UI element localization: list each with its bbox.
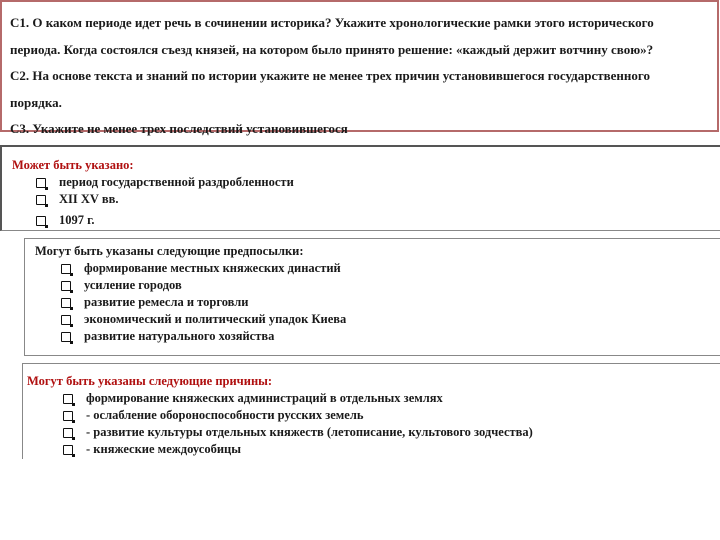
list-item (61, 277, 720, 294)
checkbox-bullet-icon (63, 411, 73, 421)
checkbox-bullet-icon (36, 195, 46, 205)
answer-c2-list (61, 260, 720, 345)
list-item-text: - развитие культуры отдельных княжеств (летописание, культового зодчества) (86, 425, 533, 439)
list-item-text: формирование местных княжеских династий (84, 261, 341, 275)
questions-box (0, 0, 719, 136)
checkbox-bullet-icon (63, 428, 73, 438)
list-item (63, 390, 720, 407)
list-item (61, 311, 720, 328)
list-item-text: 1097 г. (59, 213, 95, 227)
answer-c3-heading: Могут быть указаны следующие причины: (27, 374, 273, 388)
list-item (36, 191, 720, 208)
answer-c3-box (22, 363, 720, 459)
list-item-text: развитие натурального хозяйства (84, 329, 275, 343)
list-item (61, 328, 720, 345)
list-item-text: формирование княжеских администраций в отдельных землях (86, 391, 443, 405)
list-item-text: период государственной раздробленности (59, 175, 294, 189)
list-item (61, 294, 720, 311)
checkbox-bullet-icon (61, 332, 71, 342)
answer-c1-list (36, 174, 720, 229)
question-c3: С3. Укажите не менее трех последствий установившегося (10, 121, 348, 136)
checkbox-bullet-icon (61, 298, 71, 308)
answer-c2-heading: Могут быть указаны следующие предпосылки: (35, 244, 304, 258)
question-c1-line-2: периода. Когда состоялся съезд князей, на котором было принято решение: «каждый держит вотчину свою»? (10, 41, 654, 57)
list-item-text: экономический и политический упадок Киева (84, 312, 347, 326)
list-item (63, 441, 720, 458)
list-item-text: - ослабление обороноспособности русских земель (86, 408, 364, 422)
checkbox-bullet-icon (36, 178, 46, 188)
checkbox-bullet-icon (61, 281, 71, 291)
list-item-text: усиление городов (84, 278, 182, 292)
answer-c3-list (63, 390, 720, 458)
list-item (61, 260, 720, 277)
list-item (63, 407, 720, 424)
list-item (36, 212, 720, 229)
question-c2-line-1: С2. На основе текста и знаний по истории укажите не менее трех причин установившегося государственного (10, 68, 650, 83)
checkbox-bullet-icon (63, 445, 73, 455)
list-item (36, 174, 720, 191)
checkbox-bullet-icon (36, 216, 46, 226)
checkbox-bullet-icon (63, 394, 73, 404)
question-c1-line-1: С1. О каком периоде идет речь в сочинении историка? Укажите хронологические рамки этого исторического (10, 15, 654, 30)
answer-c1-box (0, 145, 720, 231)
list-item-text: - княжеские междоусобицы (86, 442, 241, 456)
checkbox-bullet-icon (61, 264, 71, 274)
question-c2-line-2: порядка. (10, 94, 62, 110)
answer-c2-box (24, 238, 720, 356)
list-item-text: развитие ремесла и торговли (84, 295, 249, 309)
list-item-text: XII XV вв. (59, 192, 119, 206)
list-item (63, 424, 720, 441)
checkbox-bullet-icon (61, 315, 71, 325)
answer-c1-heading: Может быть указано: (12, 158, 134, 172)
